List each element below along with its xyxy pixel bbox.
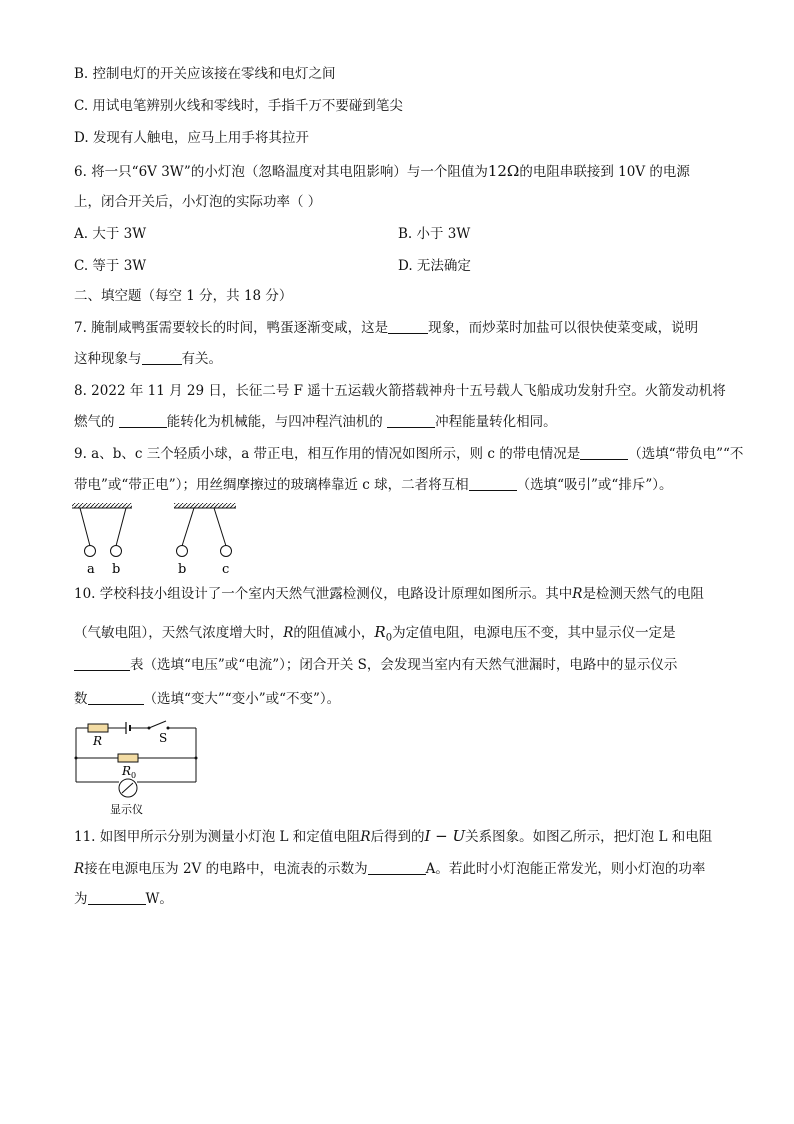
label-s: S <box>159 731 168 745</box>
question-11-line2: R接在电源电压为 2V 的电路中，电流表的示数为 A。若此时小灯泡能正常发光，则小灯泡的功率 <box>74 861 706 877</box>
question-7-line1: 7. 腌制咸鸭蛋需要较长的时间，鸭蛋逐渐变咸，这是 现象，而炒菜时加盐可以很快使菜变咸，说明 <box>74 320 699 336</box>
question-10-line3: 表（选填“电压”或“电流”）；闭合开关 S，会发现当室内有天然气泄漏时，电路中的显示仪示 <box>74 655 677 675</box>
label-a: a <box>87 562 95 577</box>
thread <box>116 508 126 546</box>
question-10-line4: 数 （选填“变大”“变小”或“不变”）。 <box>74 691 341 707</box>
thread <box>182 508 194 546</box>
answer-blank <box>88 690 144 705</box>
question-6-line1: 6. 将一只“6V 3W”的小灯泡（忽略温度对其电阻影响）与一个阻值为12Ω的电阻串联接到 10V 的电源 <box>74 162 690 180</box>
label-b: b <box>112 562 121 577</box>
section-heading: 二、填空题（每空 1 分，共 18 分） <box>74 288 293 304</box>
ceiling-support <box>174 503 236 508</box>
label-r0: $R_0$ <box>122 764 137 780</box>
answer-blank <box>119 413 167 428</box>
label-c: c <box>222 562 230 577</box>
question-8-line2: 燃气的 能转化为机械能，与四冲程汽油机的 冲程能量转化相同。 <box>74 414 557 430</box>
answer-blank <box>388 319 428 334</box>
option-q5-c: C. 用试电笔辨别火线和零线时，手指千万不要碰到笔尖 <box>74 98 403 114</box>
question-8-line1: 8. 2022 年 11 月 29 日，长征二号 F 遥十五运载火箭搭载神舟十五号载人飞船成功发射升空。火箭发动机将 <box>74 383 726 399</box>
gas-sensitive-resistor <box>88 724 108 732</box>
answer-blank <box>74 656 130 671</box>
option-q6-d: D. 无法确定 <box>398 258 471 274</box>
question-9-line1: 9. a、b、c 三个轻质小球，a 带正电，相互作用的情况如图所示，则 c 的带电情况是 （选填“带负电”“不 <box>74 446 744 462</box>
thread <box>214 508 226 546</box>
answer-blank <box>368 860 426 875</box>
resistance-value: 12Ω <box>487 162 520 180</box>
charged-balls-figure <box>70 500 250 580</box>
label-r: R <box>93 734 103 748</box>
question-7-line2: 这种现象与 有关。 <box>74 351 222 367</box>
question-9-line2: 带电”或“带正电”）；用丝绸摩擦过的玻璃棒靠近 c 球，二者将互相 （选填“吸引”或“排斥”）。 <box>74 477 673 493</box>
option-q5-b: B. 控制电灯的开关应该接在零线和电灯之间 <box>74 66 336 82</box>
option-q6-b: B. 小于 3W <box>398 226 471 242</box>
ball-c <box>221 546 232 557</box>
ball-a <box>85 546 96 557</box>
gas-detector-circuit <box>68 716 208 820</box>
answer-blank <box>469 476 517 491</box>
question-10-line2: （气敏电阻），天然气浓度增大时，R的阻值减小，$R_0$为定值电阻，电源电压不变，其中显示仪一定是 <box>74 623 676 644</box>
fixed-resistor-r0 <box>118 754 138 762</box>
option-q5-d: D. 发现有人触电，应马上用手将其拉开 <box>74 130 309 146</box>
thread <box>80 508 90 546</box>
ceiling-support <box>72 503 132 508</box>
question-11-line1: 11. 如图甲所示分别为测量小灯泡 L 和定值电阻R后得到的I − U关系图象。如图乙所示，把灯泡 L 和电阻 <box>74 827 713 845</box>
display-label: 显示仪 <box>110 803 143 816</box>
answer-blank <box>387 413 435 428</box>
option-q6-a: A. 大于 3W <box>74 226 147 242</box>
label-b: b <box>178 562 187 577</box>
ball-b <box>111 546 122 557</box>
ball-b <box>177 546 188 557</box>
option-q6-c: C. 等于 3W <box>74 258 147 274</box>
question-6-line2: 上，闭合开关后，小灯泡的实际功率（ ） <box>74 194 322 210</box>
question-10-line1: 10. 学校科技小组设计了一个室内天然气泄露检测仪，电路设计原理如图所示。其中R是检测天然气的电阻 <box>74 586 704 602</box>
answer-blank <box>88 890 146 905</box>
answer-blank <box>580 445 628 460</box>
answer-blank <box>142 350 182 365</box>
switch <box>149 721 166 728</box>
question-11-line3: 为 W。 <box>74 891 173 907</box>
